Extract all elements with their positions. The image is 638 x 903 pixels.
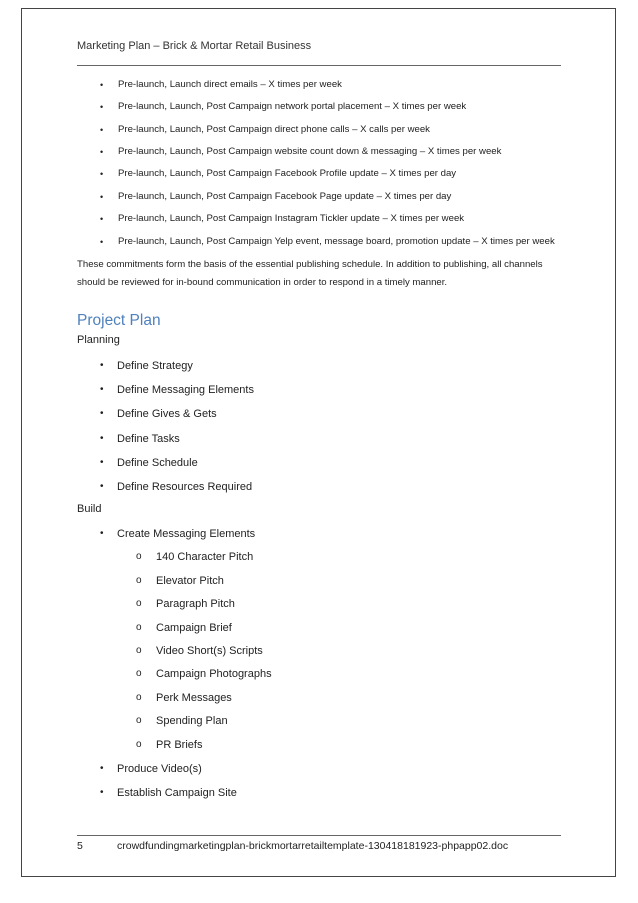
section-heading-project-plan: Project Plan bbox=[77, 312, 161, 329]
header-divider bbox=[77, 65, 561, 66]
subsection-label-build: Build bbox=[77, 503, 102, 515]
subsection-label-planning: Planning bbox=[77, 334, 120, 346]
footer-divider bbox=[77, 835, 561, 836]
commitments-paragraph: These commitments form the basis of the essential publishing schedule. In addition to publishing, all channels should be reviewed for in-bound communication in order to respond in a timely manner. bbox=[77, 259, 543, 288]
document-page bbox=[21, 8, 616, 877]
page-number: 5 bbox=[77, 840, 83, 852]
header-title: Marketing Plan – Brick & Mortar Retail Business bbox=[77, 40, 312, 52]
footer-filename: crowdfundingmarketingplan-brickmortarretailtemplate-130418181923-phpapp02.doc bbox=[117, 840, 509, 852]
